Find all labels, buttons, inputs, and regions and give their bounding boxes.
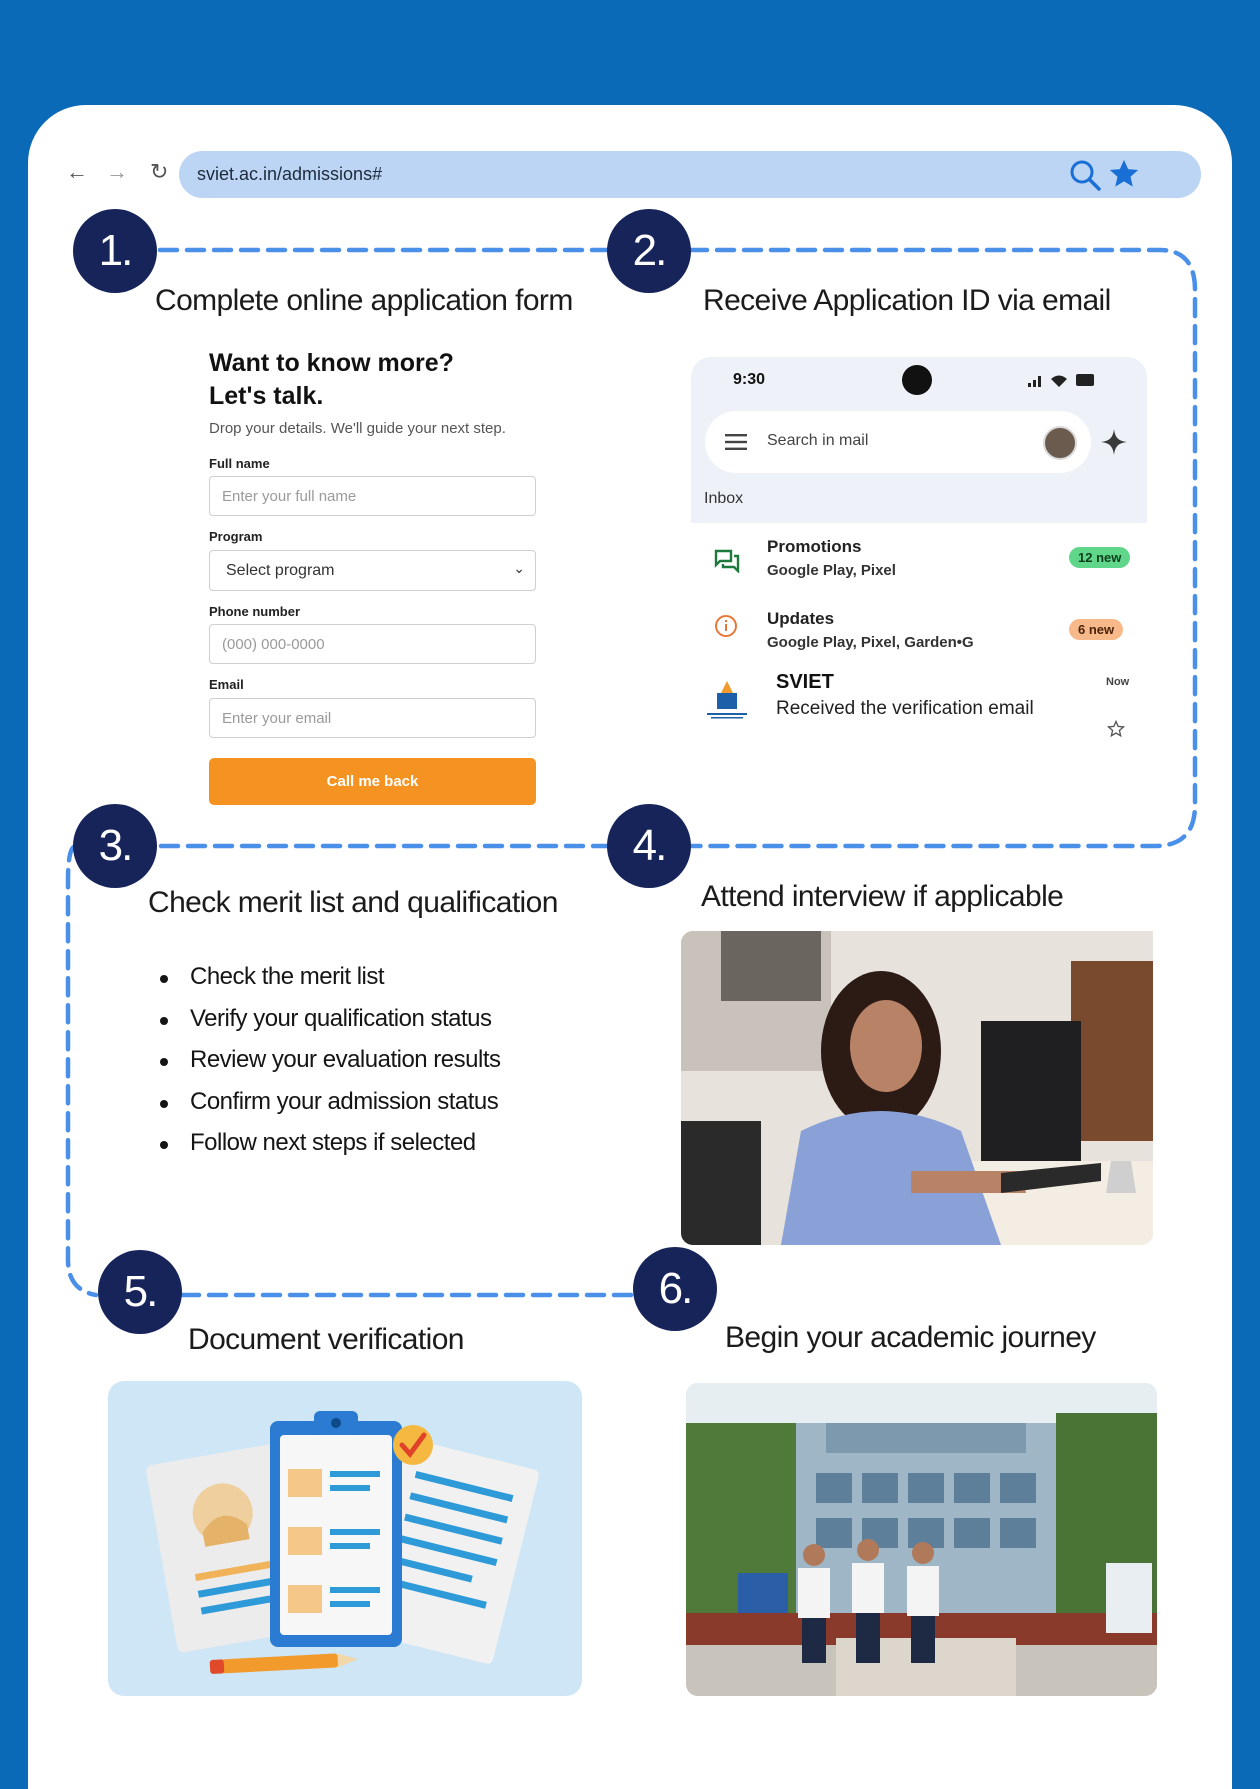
full-name-label: Full name: [209, 456, 270, 471]
list-item: Review your evaluation results: [160, 1046, 501, 1088]
campus-photo: [686, 1383, 1157, 1696]
mail-time: Now: [1106, 676, 1130, 688]
mail-row-subtitle: Google Play, Pixel, Garden•G: [767, 634, 974, 651]
step-title-4: Attend interview if applicable: [701, 880, 1064, 913]
email-label: Email: [209, 677, 244, 692]
inbox-label: Inbox: [704, 490, 744, 507]
form-heading-line-1: Want to know more?: [209, 349, 454, 377]
info-icon: [714, 614, 738, 638]
interview-photo: [681, 931, 1153, 1245]
camera-notch: [902, 365, 932, 395]
program-label: Program: [209, 529, 263, 544]
promotions-icon: [714, 549, 740, 573]
document-illustration: [108, 1381, 582, 1696]
mail-row-title: Updates: [767, 609, 835, 628]
mail-row-sviet[interactable]: [691, 667, 1147, 777]
merit-checklist: [160, 963, 501, 1171]
step-number-4: 4.: [607, 804, 691, 888]
badge-new-count: 6 new: [1069, 619, 1123, 640]
phone-input[interactable]: [209, 624, 536, 664]
program-select[interactable]: [209, 550, 536, 591]
star-outline-icon[interactable]: [1106, 719, 1126, 739]
badge-new-count: 12 new: [1069, 547, 1130, 568]
back-arrow-icon[interactable]: ←: [66, 159, 88, 184]
step-number-5: 5.: [98, 1250, 182, 1334]
step-title-6: Begin your academic journey: [725, 1321, 1096, 1354]
mail-snippet: Received the verification email: [776, 698, 1034, 719]
forward-arrow-icon[interactable]: →: [106, 159, 128, 184]
url-text: sviet.ac.in/admissions#: [197, 164, 383, 184]
avatar[interactable]: [1043, 426, 1077, 460]
status-icons: [1028, 371, 1108, 389]
menu-icon[interactable]: [725, 434, 747, 450]
full-name-input[interactable]: [209, 476, 536, 516]
mail-app-mock: [691, 357, 1147, 777]
call-me-back-button[interactable]: Call me back: [209, 758, 536, 805]
mail-search-placeholder: Search in mail: [767, 432, 869, 449]
step-number-3: 3.: [73, 804, 157, 888]
mail-row-title: Promotions: [767, 537, 862, 556]
step-number-1: 1.: [73, 209, 157, 293]
form-subtitle: Drop your details. We'll guide your next step.: [209, 420, 506, 437]
list-item: Follow next steps if selected: [160, 1129, 501, 1171]
email-input[interactable]: [209, 698, 536, 738]
status-time: 9:30: [733, 371, 766, 388]
reload-icon[interactable]: ↻: [150, 159, 169, 184]
list-item: Confirm your admission status: [160, 1088, 501, 1130]
mail-row-updates[interactable]: [691, 595, 1147, 667]
step-number-6: 6.: [633, 1247, 717, 1331]
list-item: Verify your qualification status: [160, 1005, 501, 1047]
step-title-2: Receive Application ID via email: [703, 284, 1111, 317]
list-item: Check the merit list: [160, 963, 501, 1005]
form-heading-line-2: Let's talk.: [209, 382, 324, 410]
mail-search-bar[interactable]: [705, 411, 1091, 473]
step-title-5: Document verification: [188, 1323, 464, 1356]
form-heading: [209, 347, 454, 413]
mail-row-subtitle: Google Play, Pixel: [767, 562, 896, 579]
phone-label: Phone number: [209, 604, 301, 619]
mail-sender: SVIET: [776, 671, 834, 693]
step-title-3: Check merit list and qualification: [148, 886, 558, 919]
mail-list: [691, 523, 1147, 777]
program-select-value: Select program: [226, 562, 335, 579]
step-title-1: Complete online application form: [155, 284, 573, 317]
step-number-2: 2.: [607, 209, 691, 293]
sviet-logo-icon: [703, 679, 751, 721]
sparkle-icon[interactable]: [1101, 429, 1127, 455]
chevron-down-icon: ⌄: [513, 560, 525, 576]
mail-row-promotions[interactable]: [691, 523, 1147, 595]
